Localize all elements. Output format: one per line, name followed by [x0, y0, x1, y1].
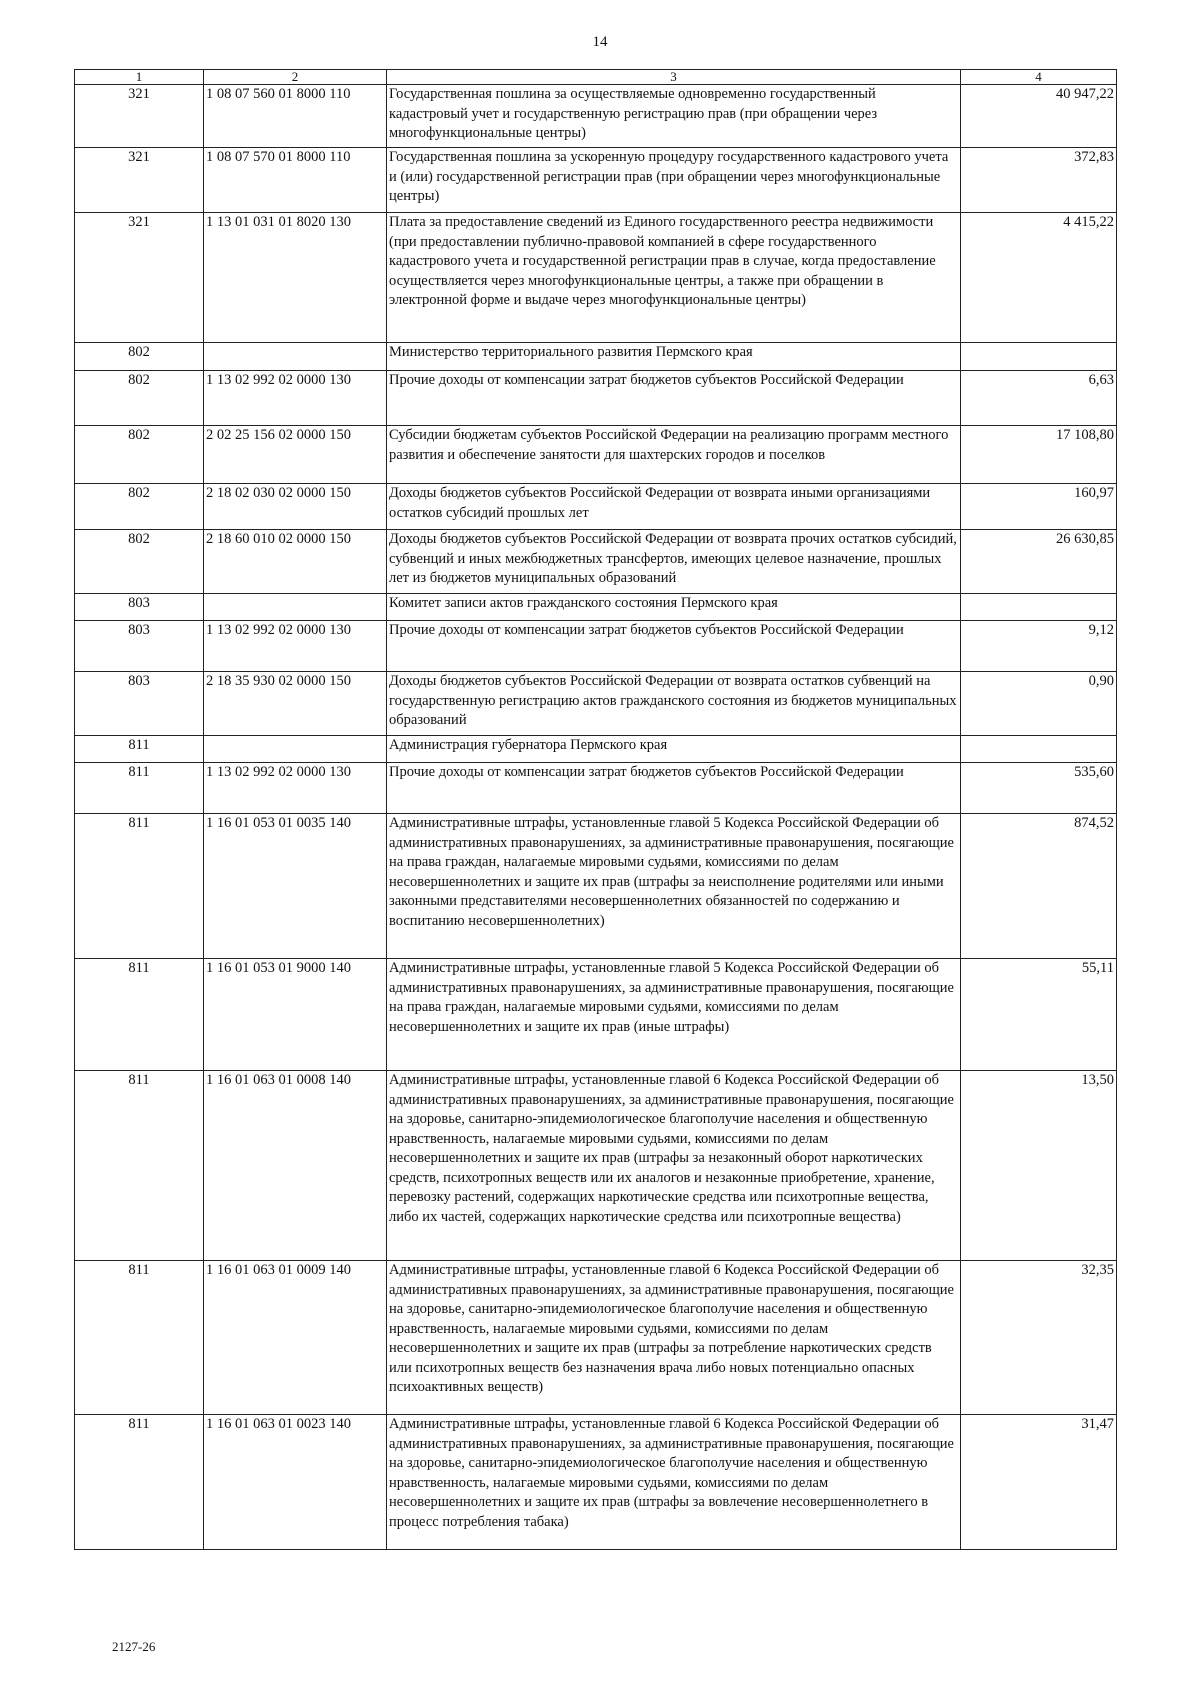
- table-row: [75, 763, 1117, 814]
- admin-code: 811: [75, 1071, 204, 1261]
- administrator-name: Министерство территориального развития Пермского края: [387, 343, 961, 371]
- kbk-code: [204, 736, 387, 763]
- table-row: [75, 85, 1117, 148]
- amount: 55,11: [961, 959, 1117, 1071]
- kbk-code: 2 02 25 156 02 0000 150: [204, 426, 387, 484]
- admin-code: 321: [75, 148, 204, 213]
- admin-code: 811: [75, 763, 204, 814]
- admin-code: 803: [75, 621, 204, 672]
- table-header-row: [75, 70, 1117, 85]
- kbk-code: 1 16 01 053 01 0035 140: [204, 814, 387, 959]
- kbk-code: 2 18 35 930 02 0000 150: [204, 672, 387, 736]
- admin-code: 811: [75, 814, 204, 959]
- admin-code: 321: [75, 213, 204, 343]
- revenue-description: Плата за предоставление сведений из Единого государственного реестра недвижимости (при предоставлении публично-правовой компанией в сфере государственного кадастрового учета и государственной регистрации прав в случае, когда предоставление осуществляется через многофункциональные центры, а также при обращении в электронной форме и выдаче через многофункциональные центры): [387, 213, 961, 343]
- kbk-code: 1 16 01 063 01 0009 140: [204, 1261, 387, 1415]
- revenue-description: Субсидии бюджетам субъектов Российской Федерации на реализацию программ местного развития и обеспечение занятости для шахтерских городов и поселков: [387, 426, 961, 484]
- admin-code: 802: [75, 371, 204, 426]
- table-row: [75, 814, 1117, 959]
- kbk-code: 1 08 07 560 01 8000 110: [204, 85, 387, 148]
- amount: 32,35: [961, 1261, 1117, 1415]
- table-row: [75, 594, 1117, 621]
- kbk-code: 1 08 07 570 01 8000 110: [204, 148, 387, 213]
- revenue-description: Административные штрафы, установленные главой 5 Кодекса Российской Федерации об административных правонарушениях, за административные правонарушения, посягающие на права граждан, налагаемые мировыми судьями, комиссиями по делам несовершеннолетних и защите их прав (иные штрафы): [387, 959, 961, 1071]
- amount: [961, 343, 1117, 371]
- table-row: [75, 426, 1117, 484]
- admin-code: 803: [75, 672, 204, 736]
- table-row: [75, 1415, 1117, 1550]
- revenue-description: Административные штрафы, установленные главой 6 Кодекса Российской Федерации об административных правонарушениях, за административные правонарушения, посягающие на здоровье, санитарно-эпидемиологическое благополучие населения и общественную нравственность, налагаемые мировыми судьями, комиссиями по делам несовершеннолетних и защите их прав (штрафы за вовлечение несовершеннолетнего в процесс потребления табака): [387, 1415, 961, 1550]
- table-row: [75, 148, 1117, 213]
- table-row: [75, 1261, 1117, 1415]
- table-row: [75, 621, 1117, 672]
- admin-code: 811: [75, 736, 204, 763]
- revenue-description: Прочие доходы от компенсации затрат бюджетов субъектов Российской Федерации: [387, 371, 961, 426]
- amount: 0,90: [961, 672, 1117, 736]
- table-row: [75, 530, 1117, 594]
- amount: 9,12: [961, 621, 1117, 672]
- revenue-description: Административные штрафы, установленные главой 6 Кодекса Российской Федерации об административных правонарушениях, за административные правонарушения, посягающие на здоровье, санитарно-эпидемиологическое благополучие населения и общественную нравственность, налагаемые мировыми судьями, комиссиями по делам несовершеннолетних и защите их прав (штрафы за незаконный оборот наркотических средств, психотропных веществ или их аналогов и незаконные приобретение, хранение, перевозку растений, содержащих наркотические средства или психотропные вещества, либо их частей, содержащих наркотические средства или психотропные вещества): [387, 1071, 961, 1261]
- header-col-4: 4: [961, 70, 1117, 85]
- amount: 31,47: [961, 1415, 1117, 1550]
- amount: 874,52: [961, 814, 1117, 959]
- table-row: [75, 371, 1117, 426]
- kbk-code: 1 13 02 992 02 0000 130: [204, 763, 387, 814]
- amount: 6,63: [961, 371, 1117, 426]
- kbk-code: [204, 343, 387, 371]
- table-row: [75, 213, 1117, 343]
- table-row: [75, 1071, 1117, 1261]
- admin-code: 802: [75, 484, 204, 530]
- revenue-description: Административные штрафы, установленные главой 6 Кодекса Российской Федерации об административных правонарушениях, за административные правонарушения, посягающие на здоровье, санитарно-эпидемиологическое благополучие населения и общественную нравственность, налагаемые мировыми судьями, комиссиями по делам несовершеннолетних и защите их прав (штрафы за потребление наркотических средств или психотропных веществ без назначения врача либо новых потенциально опасных психоактивных веществ): [387, 1261, 961, 1415]
- admin-code: 802: [75, 530, 204, 594]
- admin-code: 321: [75, 85, 204, 148]
- admin-code: 803: [75, 594, 204, 621]
- amount: 4 415,22: [961, 213, 1117, 343]
- kbk-code: 1 13 02 992 02 0000 130: [204, 621, 387, 672]
- kbk-code: 1 16 01 063 01 0008 140: [204, 1071, 387, 1261]
- admin-code: 811: [75, 1415, 204, 1550]
- header-col-1: 1: [75, 70, 204, 85]
- administrator-name: Комитет записи актов гражданского состояния Пермского края: [387, 594, 961, 621]
- kbk-code: 1 13 01 031 01 8020 130: [204, 213, 387, 343]
- revenue-description: Государственная пошлина за осуществляемые одновременно государственный кадастровый учет и государственную регистрацию прав (при обращении через многофункциональные центры): [387, 85, 961, 148]
- amount: 535,60: [961, 763, 1117, 814]
- revenue-description: Прочие доходы от компенсации затрат бюджетов субъектов Российской Федерации: [387, 621, 961, 672]
- kbk-code: 1 13 02 992 02 0000 130: [204, 371, 387, 426]
- revenue-description: Доходы бюджетов субъектов Российской Федерации от возврата остатков субвенций на государственную регистрацию актов гражданского состояния из бюджетов муниципальных образований: [387, 672, 961, 736]
- amount: 160,97: [961, 484, 1117, 530]
- amount: [961, 594, 1117, 621]
- amount: 40 947,22: [961, 85, 1117, 148]
- revenue-description: Административные штрафы, установленные главой 5 Кодекса Российской Федерации об административных правонарушениях, за административные правонарушения, посягающие на права граждан, налагаемые мировыми судьями, комиссиями по делам несовершеннолетних и защите их прав (штрафы за неисполнение родителями или иными законными представителями несовершеннолетних обязанностей по содержанию и воспитанию несовершеннолетних): [387, 814, 961, 959]
- revenue-description: Прочие доходы от компенсации затрат бюджетов субъектов Российской Федерации: [387, 763, 961, 814]
- kbk-code: 1 16 01 053 01 9000 140: [204, 959, 387, 1071]
- table-row: [75, 959, 1117, 1071]
- revenue-description: Государственная пошлина за ускоренную процедуру государственного кадастрового учета и (или) государственной регистрации прав (при обращении через многофункциональные центры): [387, 148, 961, 213]
- admin-code: 802: [75, 426, 204, 484]
- admin-code: 802: [75, 343, 204, 371]
- revenue-description: Доходы бюджетов субъектов Российской Федерации от возврата прочих остатков субсидий, субвенций и иных межбюджетных трансфертов, имеющих целевое назначение, прошлых лет из бюджетов муниципальных образований: [387, 530, 961, 594]
- table-row: [75, 484, 1117, 530]
- amount: 17 108,80: [961, 426, 1117, 484]
- revenue-description: Доходы бюджетов субъектов Российской Федерации от возврата иными организациями остатков субсидий прошлых лет: [387, 484, 961, 530]
- header-col-3: 3: [387, 70, 961, 85]
- administrator-name: Администрация губернатора Пермского края: [387, 736, 961, 763]
- document-code: 2127-26: [112, 1639, 156, 1654]
- page-number: 14: [592, 34, 608, 50]
- header-col-2: 2: [204, 70, 387, 85]
- table-row: [75, 343, 1117, 371]
- kbk-code: 2 18 60 010 02 0000 150: [204, 530, 387, 594]
- revenue-table: [74, 69, 1117, 1550]
- kbk-code: 1 16 01 063 01 0023 140: [204, 1415, 387, 1550]
- amount: 372,83: [961, 148, 1117, 213]
- admin-code: 811: [75, 1261, 204, 1415]
- admin-code: 811: [75, 959, 204, 1071]
- table-row: [75, 736, 1117, 763]
- kbk-code: 2 18 02 030 02 0000 150: [204, 484, 387, 530]
- amount: 26 630,85: [961, 530, 1117, 594]
- table-row: [75, 672, 1117, 736]
- kbk-code: [204, 594, 387, 621]
- amount: [961, 736, 1117, 763]
- amount: 13,50: [961, 1071, 1117, 1261]
